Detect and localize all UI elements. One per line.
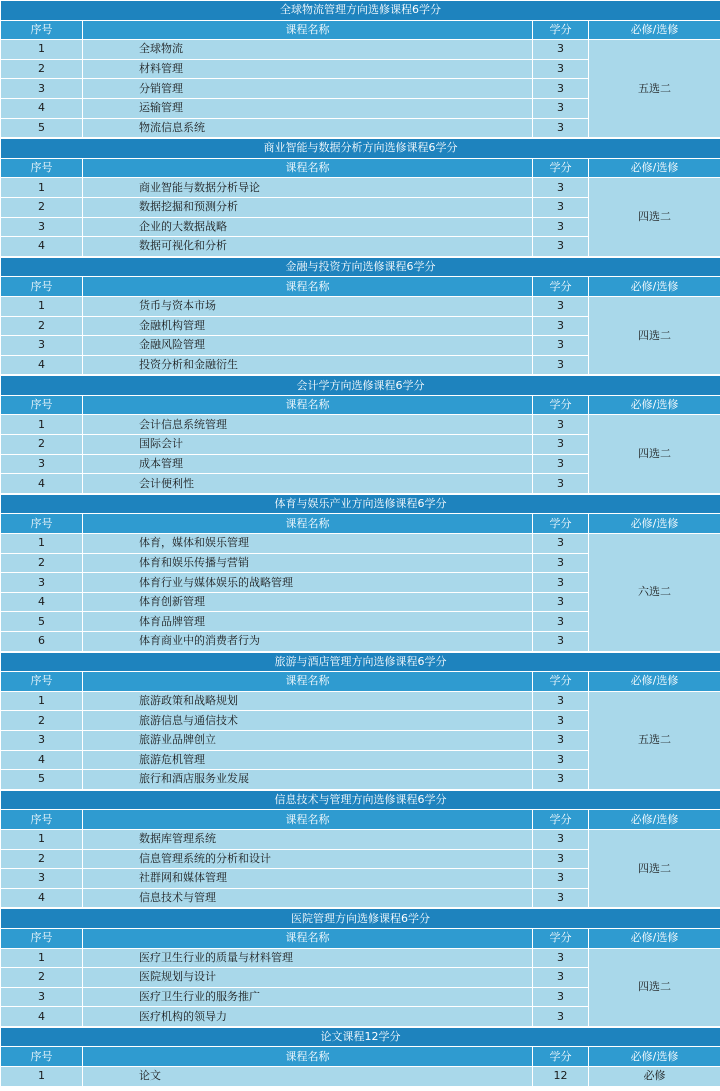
header-credit: 学分 bbox=[533, 810, 589, 830]
header-num: 序号 bbox=[1, 1047, 83, 1067]
course-number: 2 bbox=[1, 849, 83, 869]
header-credit: 学分 bbox=[533, 395, 589, 415]
course-number: 1 bbox=[1, 1067, 83, 1087]
course-name: 体育商业中的消费者行为 bbox=[83, 632, 533, 652]
course-credit: 12 bbox=[533, 1067, 589, 1087]
header-row bbox=[1, 1047, 720, 1067]
section-title: 体育与娱乐产业方向选修课程6学分 bbox=[1, 494, 720, 514]
course-number: 1 bbox=[1, 415, 83, 435]
course-name: 医院规划与设计 bbox=[83, 968, 533, 988]
header-required: 必修/选修 bbox=[589, 395, 720, 415]
section-title: 金融与投资方向选修课程6学分 bbox=[1, 257, 720, 277]
requirement-cell: 四选二 bbox=[589, 948, 720, 1026]
course-name: 分销管理 bbox=[83, 79, 533, 99]
course-number: 2 bbox=[1, 435, 83, 455]
course-name: 商业智能与数据分析导论 bbox=[83, 178, 533, 198]
header-num: 序号 bbox=[1, 158, 83, 178]
section-title: 旅游与酒店管理方向选修课程6学分 bbox=[1, 652, 720, 672]
course-name: 体育和娱乐传播与营销 bbox=[83, 553, 533, 573]
header-credit: 学分 bbox=[533, 20, 589, 40]
header-row bbox=[1, 395, 720, 415]
course-credit: 3 bbox=[533, 987, 589, 1007]
course-number: 2 bbox=[1, 968, 83, 988]
course-credit: 3 bbox=[533, 573, 589, 593]
course-name: 投资分析和金融衍生 bbox=[83, 355, 533, 375]
course-name: 信息管理系统的分析和设计 bbox=[83, 849, 533, 869]
table-row bbox=[1, 829, 720, 849]
course-credit: 3 bbox=[533, 59, 589, 79]
course-number: 1 bbox=[1, 691, 83, 711]
course-credit: 3 bbox=[533, 632, 589, 652]
header-required: 必修/选修 bbox=[589, 158, 720, 178]
course-number: 4 bbox=[1, 750, 83, 770]
course-credit: 3 bbox=[533, 178, 589, 198]
course-table bbox=[0, 375, 720, 494]
course-table bbox=[0, 138, 720, 257]
header-row bbox=[1, 928, 720, 948]
course-name: 体育品牌管理 bbox=[83, 612, 533, 632]
section-title: 会计学方向选修课程6学分 bbox=[1, 376, 720, 396]
course-name: 旅游信息与通信技术 bbox=[83, 711, 533, 731]
section-title-row bbox=[1, 1, 720, 21]
course-name: 社群网和媒体管理 bbox=[83, 869, 533, 889]
course-table bbox=[0, 790, 720, 909]
course-credit: 3 bbox=[533, 118, 589, 138]
course-credit: 3 bbox=[533, 534, 589, 554]
course-name: 旅游危机管理 bbox=[83, 750, 533, 770]
table-row bbox=[1, 691, 720, 711]
course-number: 3 bbox=[1, 79, 83, 99]
course-name: 金融风险管理 bbox=[83, 336, 533, 356]
course-name: 国际会计 bbox=[83, 435, 533, 455]
section-title-row bbox=[1, 494, 720, 514]
course-credit: 3 bbox=[533, 296, 589, 316]
course-credit: 3 bbox=[533, 415, 589, 435]
course-number: 5 bbox=[1, 770, 83, 790]
course-credit: 3 bbox=[533, 730, 589, 750]
course-number: 4 bbox=[1, 237, 83, 257]
section-title: 论文课程12学分 bbox=[1, 1027, 720, 1047]
section-title-row bbox=[1, 652, 720, 672]
table-row bbox=[1, 40, 720, 60]
course-credit: 3 bbox=[533, 355, 589, 375]
header-row bbox=[1, 810, 720, 830]
header-required: 必修/选修 bbox=[589, 810, 720, 830]
header-name: 课程名称 bbox=[83, 158, 533, 178]
table-row bbox=[1, 178, 720, 198]
header-required: 必修/选修 bbox=[589, 1047, 720, 1067]
course-credit: 3 bbox=[533, 454, 589, 474]
header-credit: 学分 bbox=[533, 672, 589, 692]
course-number: 3 bbox=[1, 869, 83, 889]
course-number: 3 bbox=[1, 217, 83, 237]
course-name: 旅游业品牌创立 bbox=[83, 730, 533, 750]
course-table bbox=[0, 494, 720, 652]
course-credit: 3 bbox=[533, 691, 589, 711]
header-num: 序号 bbox=[1, 20, 83, 40]
course-name: 成本管理 bbox=[83, 454, 533, 474]
header-name: 课程名称 bbox=[83, 672, 533, 692]
header-required: 必修/选修 bbox=[589, 277, 720, 297]
course-credit: 3 bbox=[533, 217, 589, 237]
course-name: 金融机构管理 bbox=[83, 316, 533, 336]
course-name: 信息技术与管理 bbox=[83, 888, 533, 908]
header-credit: 学分 bbox=[533, 514, 589, 534]
header-required: 必修/选修 bbox=[589, 928, 720, 948]
header-credit: 学分 bbox=[533, 158, 589, 178]
section-title-row bbox=[1, 909, 720, 929]
course-credit: 3 bbox=[533, 869, 589, 889]
course-number: 5 bbox=[1, 118, 83, 138]
course-table bbox=[0, 908, 720, 1027]
course-name: 数据库管理系统 bbox=[83, 829, 533, 849]
course-number: 2 bbox=[1, 316, 83, 336]
requirement-cell: 五选二 bbox=[589, 691, 720, 789]
course-credit: 3 bbox=[533, 553, 589, 573]
course-number: 5 bbox=[1, 612, 83, 632]
section-title-row bbox=[1, 790, 720, 810]
section-title-row bbox=[1, 257, 720, 277]
course-name: 企业的大数据战略 bbox=[83, 217, 533, 237]
course-table bbox=[0, 0, 720, 138]
course-credit: 3 bbox=[533, 316, 589, 336]
course-credit: 3 bbox=[533, 612, 589, 632]
course-number: 2 bbox=[1, 711, 83, 731]
course-name: 物流信息系统 bbox=[83, 118, 533, 138]
course-number: 3 bbox=[1, 336, 83, 356]
course-name: 体育，媒体和娱乐管理 bbox=[83, 534, 533, 554]
course-name: 体育行业与媒体娱乐的战略管理 bbox=[83, 573, 533, 593]
course-number: 1 bbox=[1, 178, 83, 198]
section-title: 医院管理方向选修课程6学分 bbox=[1, 909, 720, 929]
requirement-cell: 四选二 bbox=[589, 415, 720, 493]
course-credit: 3 bbox=[533, 336, 589, 356]
header-num: 序号 bbox=[1, 672, 83, 692]
header-name: 课程名称 bbox=[83, 514, 533, 534]
header-num: 序号 bbox=[1, 928, 83, 948]
course-credit: 3 bbox=[533, 237, 589, 257]
course-name: 材料管理 bbox=[83, 59, 533, 79]
course-table bbox=[0, 652, 720, 790]
requirement-cell: 必修 bbox=[589, 1067, 720, 1087]
course-number: 4 bbox=[1, 98, 83, 118]
header-num: 序号 bbox=[1, 395, 83, 415]
header-row bbox=[1, 20, 720, 40]
requirement-cell: 四选二 bbox=[589, 178, 720, 256]
header-row bbox=[1, 672, 720, 692]
course-number: 1 bbox=[1, 40, 83, 60]
table-row bbox=[1, 534, 720, 554]
header-name: 课程名称 bbox=[83, 1047, 533, 1067]
requirement-cell: 四选二 bbox=[589, 296, 720, 374]
course-credit: 3 bbox=[533, 849, 589, 869]
course-table bbox=[0, 1027, 720, 1087]
requirement-cell: 六选二 bbox=[589, 534, 720, 652]
course-credit: 3 bbox=[533, 829, 589, 849]
course-name: 数据可视化和分析 bbox=[83, 237, 533, 257]
section-title-row bbox=[1, 139, 720, 159]
header-credit: 学分 bbox=[533, 928, 589, 948]
course-name: 数据挖掘和预测分析 bbox=[83, 197, 533, 217]
header-credit: 学分 bbox=[533, 1047, 589, 1067]
header-name: 课程名称 bbox=[83, 395, 533, 415]
header-num: 序号 bbox=[1, 277, 83, 297]
course-number: 6 bbox=[1, 632, 83, 652]
course-number: 1 bbox=[1, 296, 83, 316]
course-credit: 3 bbox=[533, 592, 589, 612]
header-num: 序号 bbox=[1, 810, 83, 830]
course-number: 4 bbox=[1, 592, 83, 612]
header-num: 序号 bbox=[1, 514, 83, 534]
header-required: 必修/选修 bbox=[589, 20, 720, 40]
course-number: 4 bbox=[1, 355, 83, 375]
course-credit: 3 bbox=[533, 750, 589, 770]
course-credit: 3 bbox=[533, 1007, 589, 1027]
course-number: 3 bbox=[1, 573, 83, 593]
section-title-row bbox=[1, 1027, 720, 1047]
course-number: 3 bbox=[1, 454, 83, 474]
course-number: 3 bbox=[1, 987, 83, 1007]
course-table bbox=[0, 257, 720, 376]
table-row bbox=[1, 415, 720, 435]
course-number: 1 bbox=[1, 534, 83, 554]
course-name: 旅游政策和战略规划 bbox=[83, 691, 533, 711]
course-credit: 3 bbox=[533, 79, 589, 99]
course-number: 1 bbox=[1, 829, 83, 849]
table-row bbox=[1, 296, 720, 316]
course-credit: 3 bbox=[533, 770, 589, 790]
course-name: 全球物流 bbox=[83, 40, 533, 60]
course-name: 体育创新管理 bbox=[83, 592, 533, 612]
section-title: 商业智能与数据分析方向选修课程6学分 bbox=[1, 139, 720, 159]
course-number: 2 bbox=[1, 197, 83, 217]
course-number: 3 bbox=[1, 730, 83, 750]
course-number: 4 bbox=[1, 1007, 83, 1027]
course-name: 运输管理 bbox=[83, 98, 533, 118]
course-credit: 3 bbox=[533, 40, 589, 60]
course-credit: 3 bbox=[533, 98, 589, 118]
course-number: 4 bbox=[1, 474, 83, 494]
section-title: 全球物流管理方向选修课程6学分 bbox=[1, 1, 720, 21]
course-credit: 3 bbox=[533, 435, 589, 455]
course-name: 会计信息系统管理 bbox=[83, 415, 533, 435]
course-credit: 3 bbox=[533, 711, 589, 731]
course-number: 1 bbox=[1, 948, 83, 968]
course-number: 2 bbox=[1, 59, 83, 79]
course-credit: 3 bbox=[533, 888, 589, 908]
course-credit: 3 bbox=[533, 474, 589, 494]
requirement-cell: 四选二 bbox=[589, 829, 720, 907]
header-name: 课程名称 bbox=[83, 928, 533, 948]
course-number: 4 bbox=[1, 888, 83, 908]
course-credit: 3 bbox=[533, 948, 589, 968]
section-title: 信息技术与管理方向选修课程6学分 bbox=[1, 790, 720, 810]
header-name: 课程名称 bbox=[83, 20, 533, 40]
course-name: 医疗卫生行业的服务推广 bbox=[83, 987, 533, 1007]
header-row bbox=[1, 514, 720, 534]
header-required: 必修/选修 bbox=[589, 514, 720, 534]
requirement-cell: 五选二 bbox=[589, 40, 720, 138]
course-credit: 3 bbox=[533, 197, 589, 217]
course-name: 会计便利性 bbox=[83, 474, 533, 494]
header-name: 课程名称 bbox=[83, 277, 533, 297]
course-number: 2 bbox=[1, 553, 83, 573]
table-row bbox=[1, 1067, 720, 1087]
course-name: 医疗卫生行业的质量与材料管理 bbox=[83, 948, 533, 968]
section-title-row bbox=[1, 376, 720, 396]
course-name: 旅行和酒店服务业发展 bbox=[83, 770, 533, 790]
course-name: 货币与资本市场 bbox=[83, 296, 533, 316]
header-required: 必修/选修 bbox=[589, 672, 720, 692]
header-name: 课程名称 bbox=[83, 810, 533, 830]
header-row bbox=[1, 277, 720, 297]
course-credit: 3 bbox=[533, 968, 589, 988]
course-name: 医疗机构的领导力 bbox=[83, 1007, 533, 1027]
table-row bbox=[1, 948, 720, 968]
course-name: 论文 bbox=[83, 1067, 533, 1087]
header-credit: 学分 bbox=[533, 277, 589, 297]
header-row bbox=[1, 158, 720, 178]
